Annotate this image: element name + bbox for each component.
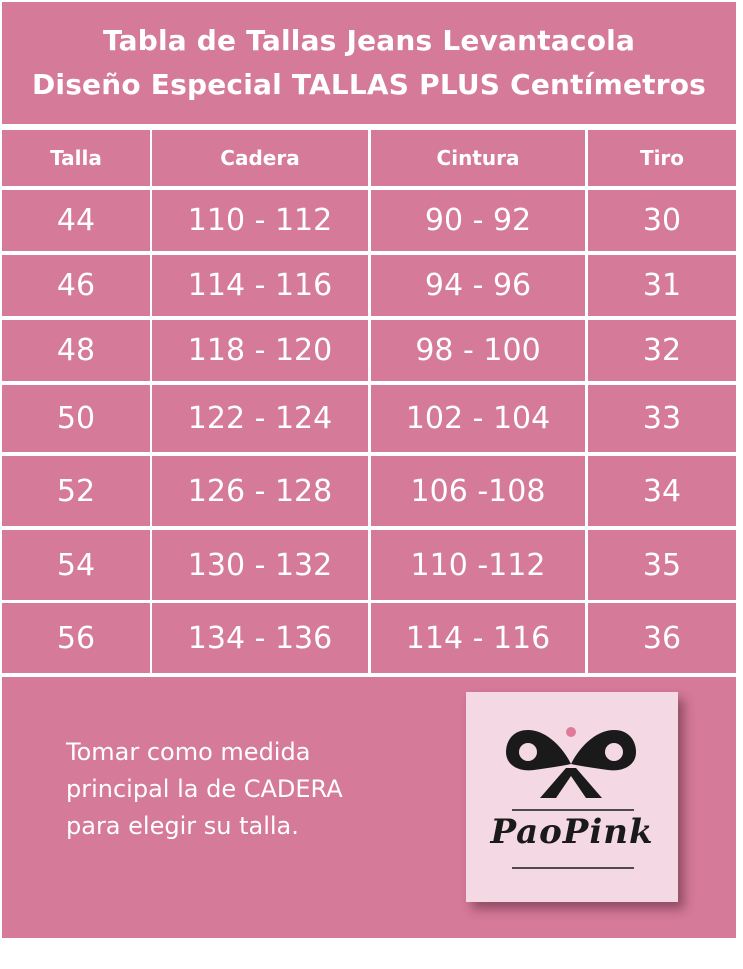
cell-talla: 50: [2, 385, 150, 452]
header-cadera: Cadera: [152, 130, 368, 186]
cell-tiro: 34: [588, 456, 736, 526]
cell-talla: 52: [2, 456, 150, 526]
cell-cadera: 122 - 124: [152, 385, 368, 452]
cell-talla: 46: [2, 255, 150, 316]
note-line-3: para elegir su talla.: [66, 812, 299, 840]
cell-cadera: 110 - 112: [152, 190, 368, 251]
note-line-1: Tomar como medida: [66, 738, 311, 766]
cell-cintura: 114 - 116: [371, 603, 585, 673]
cell-tiro: 33: [588, 385, 736, 452]
header-talla: Talla: [2, 130, 150, 186]
cell-cadera: 130 - 132: [152, 530, 368, 600]
title-line-1: Tabla de Tallas Jeans Levantacola: [102, 24, 636, 57]
cell-tiro: 32: [588, 320, 736, 381]
note-line-2: principal la de CADERA: [66, 775, 343, 803]
cell-cintura: 94 - 96: [371, 255, 585, 316]
cell-cintura: 102 - 104: [371, 385, 585, 452]
header-tiro: Tiro: [588, 130, 736, 186]
measurement-note: [66, 734, 343, 845]
cell-talla: 56: [2, 603, 150, 673]
cell-talla: 48: [2, 320, 150, 381]
cell-talla: 54: [2, 530, 150, 600]
cell-cadera: 134 - 136: [152, 603, 368, 673]
cell-cintura: 98 - 100: [371, 320, 585, 381]
title-line-2: Diseño Especial TALLAS PLUS Centímetros: [31, 68, 707, 101]
cell-cadera: 126 - 128: [152, 456, 368, 526]
cell-cintura: 90 - 92: [371, 190, 585, 251]
cell-tiro: 30: [588, 190, 736, 251]
cell-cadera: 114 - 116: [152, 255, 368, 316]
cell-cadera: 118 - 120: [152, 320, 368, 381]
title-banner: [2, 2, 736, 124]
cell-tiro: 36: [588, 603, 736, 673]
bow-icon: [466, 692, 678, 902]
cell-talla: 44: [2, 190, 150, 251]
brand-name: PaoPink: [490, 812, 654, 852]
cell-cintura: 110 -112: [371, 530, 585, 600]
cell-tiro: 35: [588, 530, 736, 600]
cell-cintura: 106 -108: [371, 456, 585, 526]
cell-tiro: 31: [588, 255, 736, 316]
header-cintura: Cintura: [371, 130, 585, 186]
brand-logo: [466, 692, 678, 902]
